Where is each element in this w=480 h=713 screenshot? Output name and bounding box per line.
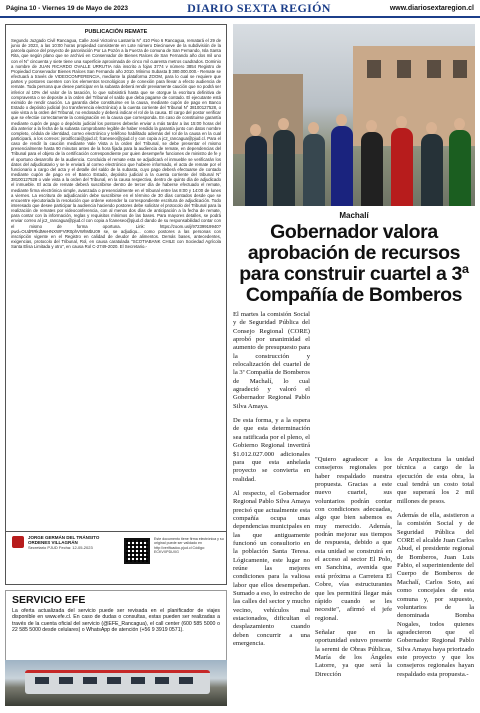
photo-person-head [336, 114, 347, 126]
photo-person [391, 128, 413, 206]
legal-notice-body: Segundo Juzgado Civil Rancagua, Calle José Victorino Lastarria N° 410 Piso 6 Rancagua, rematará el 29 de junio de 2023, a las 10:00 horas propiedad consistente en Lote número Diecinueve de la subdivisión de la parcela quince del proyecto de parcelación Por La Pozón a la Fuerza de comuna de San Fernando, Isla Santa Rita, que según plano que se archivó en Conservador de Bienes Raíces de San Fernando año dos mil uno con el N° cincuenta y siete tiene una superficie aproximada de cinco mil cuarenta metros cuadrados. Dominio a nombre de JUAN RICARDO OVALLE URRUTIA rola inscrito a fojas 3774 v número 3854 Registro de Propiedad Conservador Bienes Raíces San Fernando año 2010. Mínimo Subasta $ 380.000.000.- Remate se efectuará a través de VIDEOCONFERENCIA, mediante la plataforma ZOOM, para lo cual se requiere que partes y postores cuenten con los elementos tecnológicos y de conexión para llevar a efecto audiencia de remate. Toda persona que desee participar en la subasta deberá rendir previamente caución que no podrá ser inferior al 10% del valor de la tasación, lo que subsistirá hasta que se otorgue la escritura definitiva de compraventa o se deposite a la orden del Tribunal el saldo que deba pagarse de contado. El ejecutante está eximido de rendir caución. La garantía debe constituirse en la causa, mediante cupón de pago en Banco Estado o depósito judicial (no transferencia electrónica) a la cuenta corriente del Tribunal N° 38100127528, o vale vista a la orden del Tribunal, no endosado y deberá indicar el rol de la causa. El cargo del postor verificar que se efectúe correctamente la consignación en la causa que corresponda. En caso de constituirse garantía mediante cupón de pago o depósito judicial los postores deberán enviar a más tardar a las 15:00 horas del día anterior a la fecha de la subasta comprobante legible de haber rendido la garantía junto con datos nombre completo, cédula de identidad, correo electrónico y teléfono habilitado además del rol de la causa en la cual participará, a los correos: jsrodficcai@pjud.cl; fcaneseo@pjud.cl y con copia a jc2_rancagua@pjud.cl. Para el caso de rendir la caución mediante Vale Vista a la orden del Tribunal, se debe presentar el mismo presencialmente hasta 90 minutos antes de la hora fijada para la audiencia de remate, en dependencias del Tribunal para el objeto de la certificación correspondiente por quien desempeñe funciones de ministro de fe y el oportuno desarrollo de la audiencia. Concluida el remate esta se adjudicará el inmueble se verificarán los datos del adjudicatario y se le enviará al correo electrónico que hubiere informado, el acta de remate por el funcionario a cargo del acta y el detalle del saldo de la subasta, cuyo pago deberá efectuarse de contado mediante cupón de pago en el Banco Estado, depósito judicial a la cuenta corriente del tribunal N° 38100127528 o vale vista a la orden del Tribunal, en la causa respectiva, dentro de quinto día de adjudicado el inmueble. El acta de remate deberá suscribirse dentro de tercer día de haberse efectuado el remate, mediante firma electrónica simple, avanzada o presencialmente en el tribunal entre las 8:00 y 14:00 de lunes a viernes. La escritura de adjudicación debe suscribirse en el término de 30 días contados desde que se encuentre ejecutoriada la resolución que ordene extender la correspondiente escritura de adjudicación. Todo interesado que desee participar la audiencia haciendo postores debe solicitar el protocolo del Tribunal para la realización de remates por videoconferencia, con al menos dos días de anticipación a la fecha de remate, para contar con la información, reglas y requisitos mínimos de las bases. Para mayores detalles, se podrá enviar correo al jc2_rancagua@pjud.cl con copia a fcaneseo@pjud.cl dando de su responsabilidad contar con el mismo de forma oportuna. Link: https://zoom.us/j/97239919940?pwd=OUdRRkdMeHNXWFVtR0phVWhMbU09 se, se adjudiqu... como postores a las personas con inscripción vigente en el Registro en calidad de deudor de alimentos. Demás bases, antecedentes, exigencias, protocolo del Tribunal, Rol, en causa caratulada "SCOTIABANK CHILE con Sociedad Agrícola Santa Elisa Limitada y otro", en causa Rol C-2749-2020. El Secretario.- [11, 38, 221, 250]
article-paragraph: Además de ella, asistieron a la comisión Social y de Seguridad Pública del CORE el alcalde Juan Carlos Abud, el presidente regional de Bomberos, Juan Luis Fabio, el superintendente del Cuerpo de Bomberos de Machalí, Carlos Soto, así como concejales de esta comuna y, por supuesto, voluntarios de la denominada Bomba Nogales, todos quienes agradecieron que el Gobernador Regional Pablo Silva Amaya haya priorizado este proyecto y que los consejeros regionales hayan respaldado esta propuesta.- [397, 512, 474, 678]
signature-block [5, 532, 227, 585]
legal-notice-title: PUBLICACIÓN REMATE [84, 29, 148, 35]
photo-person [273, 130, 295, 206]
article-headline: Gobernador valora aprobación de recursos para construir cuartel a 3ª Compañía de Bomberos [239, 221, 469, 306]
train-window [155, 677, 169, 684]
article-photo [233, 24, 475, 206]
photo-person-head [454, 118, 465, 130]
article-column-3 [397, 456, 474, 685]
signer-name: JORGE GERMÁN DEL TRÁNSITO ORDENES VILLAGRÁN [28, 535, 100, 545]
photo-person-head [278, 118, 289, 130]
train-shape [25, 670, 210, 694]
train-window [35, 677, 49, 684]
article-paragraph: "Quiero agradecer a los consejeros regionales por haber respaldado nuestra propuesta. Gracias a este nuevo cuartel, sus voluntarios podrán contar con condiciones adecuadas, algo que bien sabemos es muy merecido. Además, podrán mejorar sus tiempos de respuesta, debido a que esta unidad se construirá en el acceso al sector El Polo, en Sanchina, avenida que está próxima a Carretera El Cobre, vías estructurantes que les permitirá llegar más rápido cuando se les necesite", afirmó el jefe regional. [315, 456, 392, 622]
photo-person [331, 126, 353, 206]
photo-person [245, 136, 267, 206]
photo-person [421, 134, 443, 206]
legal-notice-box [5, 24, 227, 532]
website-link[interactable]: www.diariosextaregion.cl [389, 4, 474, 12]
page-header [0, 0, 480, 18]
train-window [59, 677, 73, 684]
photo-person-head [426, 122, 437, 134]
photo-person [449, 130, 471, 206]
article-paragraph: El martes la comisión Social y de Seguridad Pública del Consejo Regional (CORE) aprobó por unanimidad el aumento de presupuesto para la construcción y relocalización del cuartel de la 3ª Compañía de Bomberos de Machalí, lo cual agradeció y valoró el Gobernador Regional Pablo Silva Amaya. [233, 311, 310, 410]
article-column-2 [315, 456, 392, 685]
article-paragraph: Señalar que en la oportunidad estuvo presente la seremi de Obras Públicas, María de los Ángeles Latorre, ya que será la Dirección [315, 628, 392, 678]
train-window [131, 677, 145, 684]
photo-person-head [366, 120, 377, 132]
photo-person-head [308, 122, 319, 134]
efe-title: SERVICIO EFE [12, 594, 86, 606]
article-kicker: Machalí [339, 211, 369, 220]
efe-body: La oferta actualizada del servicio puede ser revisada en el planificador de viajes disponible en www.efe.cl. En caso de dudas o consultas, estas pueden ser realizadas a través de la cuenta oficial del servicio (@EFE_Rancagua), el call center (600 585 5000 o 22 585 5000 desde celulares) o WhatsApp de atención (+56 9 3919 0571). [12, 608, 220, 634]
photo-person [303, 134, 325, 206]
pjud-logo-icon [12, 536, 24, 548]
train-window [179, 677, 193, 684]
photo-person-head [250, 124, 261, 136]
photo-window [367, 60, 381, 78]
masthead: DIARIO SEXTA REGIÓN [187, 0, 331, 15]
verification-text: Este documento tiene firma electrónica y su original puede ser validado en http://verificadoc.pjud.cl Código: ECKVXPDUXG [154, 537, 224, 555]
signer-role: Secretario PJUD Fecha: 12-05-2023 [28, 545, 93, 550]
article-paragraph: Al respecto, el Gobernador Regional Pablo Silva Amaya precisó que actualmente esta compañía ocupa unas dependencias municipales en las que antiguamente funcionó un consultorio en la población Santa Teresa. Lógicamente, este lugar no reúne las mejores condiciones para la valiosa labor que ellos desempeñan. Sumado a eso, lo estrecho de las calles del sector y mucho vecino, vehículos mal estacionados, dificultan el desplazamiento cuando deben concurrir a una emergencia. [233, 489, 310, 648]
train-window [83, 677, 97, 684]
article-paragraph: De esta forma, y a la espera de que esta determinación sea ratificada por el pleno, el Gobierno Regional invertirá $1.012.027.000 adicionales para que esta anhelada proyecto se convierta en realidad. [233, 417, 310, 483]
article-paragraph: de Arquitectura la unidad técnica a cargo de la ejecución de esta obra, la cual tendrá un costo total que superará los 2 mil millones de pesos. [397, 456, 474, 505]
train-window [107, 677, 121, 684]
photo-window [427, 60, 441, 78]
photo-window [397, 60, 411, 78]
article-column-1 [233, 311, 310, 654]
photo-person-head [396, 116, 407, 128]
qr-code-icon [124, 538, 150, 564]
photo-window [453, 60, 467, 78]
page-date: Página 10 - Viernes 19 de Mayo de 2023 [6, 4, 128, 12]
photo-person [361, 132, 383, 206]
train-photo [5, 660, 227, 706]
